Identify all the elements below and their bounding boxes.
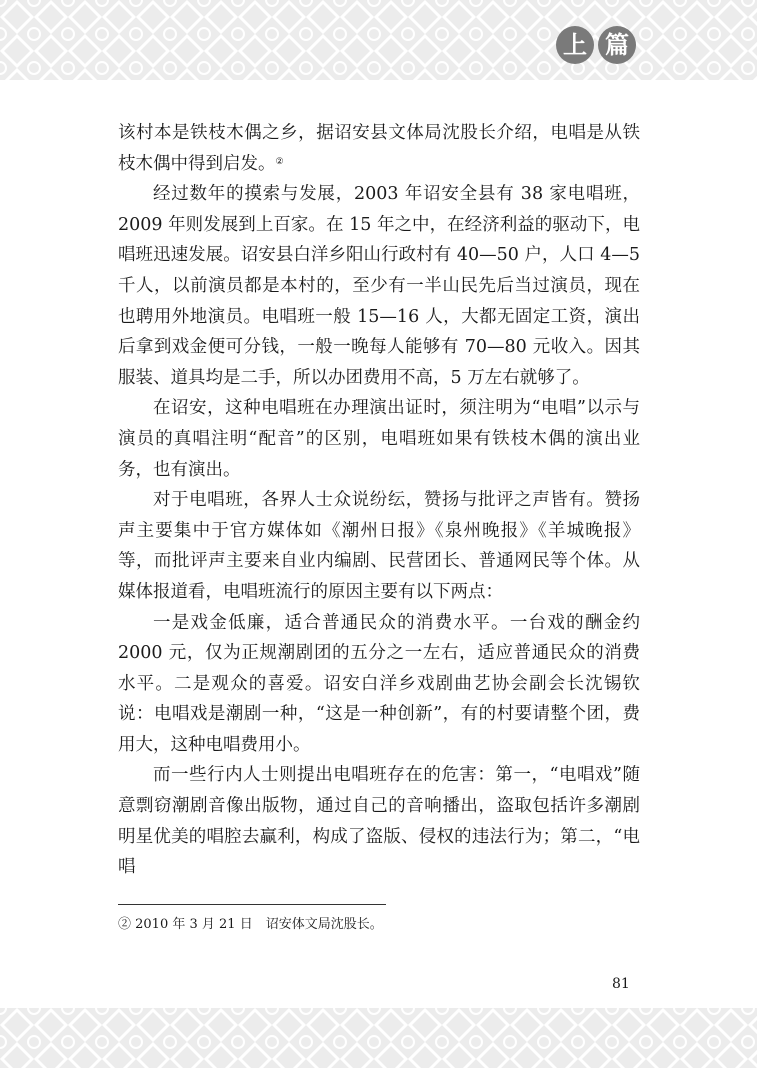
page-number: 81 [612,976,630,992]
paragraph-2: 经过数年的摸索与发展，2003 年诏安全县有 38 家电唱班，2009 年则发展到上百家。在 15 年之中，在经济利益的驱动下，电唱班迅速发展。诏安县白洋乡阳山行政村有 40—50 户，人口 4—5 千人，以前演员都是本村的，至少有一半山民先后当过演员，现在也聘用外地演员。电唱班一般 15—16 人，大都无固定工资，演出后拿到戏金便可分钱，一般一晚每人能够有 70—80 元收入。因其服装、道具均是二手，所以办团费用不高，5 万左右就够了。 [118,184,640,388]
section-badge-char-1: 上 [556,26,594,64]
top-decorative-band [0,0,757,80]
paragraph-5: 一是戏金低廉，适合普通民众的消费水平。一台戏的酬金约 2000 元，仅为正规潮剧团的五分之一左右，适应普通民众的消费水平。二是观众的喜爱。诏安白洋乡戏剧曲艺协会副会长沈锡钦说：电唱戏是潮剧一种，“这是一种创新”，有的村要请整个团，费用大，这种电唱费用小。 [118,612,640,755]
paragraph-1-text: 该村本是铁枝木偶之乡，据诏安县文体局沈股长介绍，电唱是从铁枝木偶中得到启发。 [118,123,640,174]
main-text [118,118,640,883]
paragraph-1 [118,118,640,179]
bottom-decorative-band [0,1008,757,1068]
footnote: ② 2010 年 3 月 21 日 诏安体文局沈股长。 [118,917,383,932]
footnote-marker: ② [275,156,284,167]
section-badge-char-2: 篇 [598,26,636,64]
lattice-pattern-bottom [0,1008,757,1068]
paragraph-3: 在诏安，这种电唱班在办理演出证时，须注明为“电唱”以示与演员的真唱注明“配音”的区别，电唱班如果有铁枝木偶的演出业务，也有演出。 [118,398,640,480]
footnote-divider [118,904,386,905]
paragraph-4: 对于电唱班，各界人士众说纷纭，赞扬与批评之声皆有。赞扬声主要集中于官方媒体如《潮州日报》《泉州晚报》《羊城晚报》等，而批评声主要来自业内编剧、民营团长、普通网民等个体。从媒体报道看，电唱班流行的原因主要有以下两点： [118,490,640,602]
paragraph-6: 而一些行内人士则提出电唱班存在的危害：第一，“电唱戏”随意剽窃潮剧音像出版物，通过自己的音响播出，盗取包括许多潮剧明星优美的唱腔去赢利，构成了盗版、侵权的违法行为；第二，“电唱 [118,765,640,878]
lattice-pattern [0,0,757,80]
